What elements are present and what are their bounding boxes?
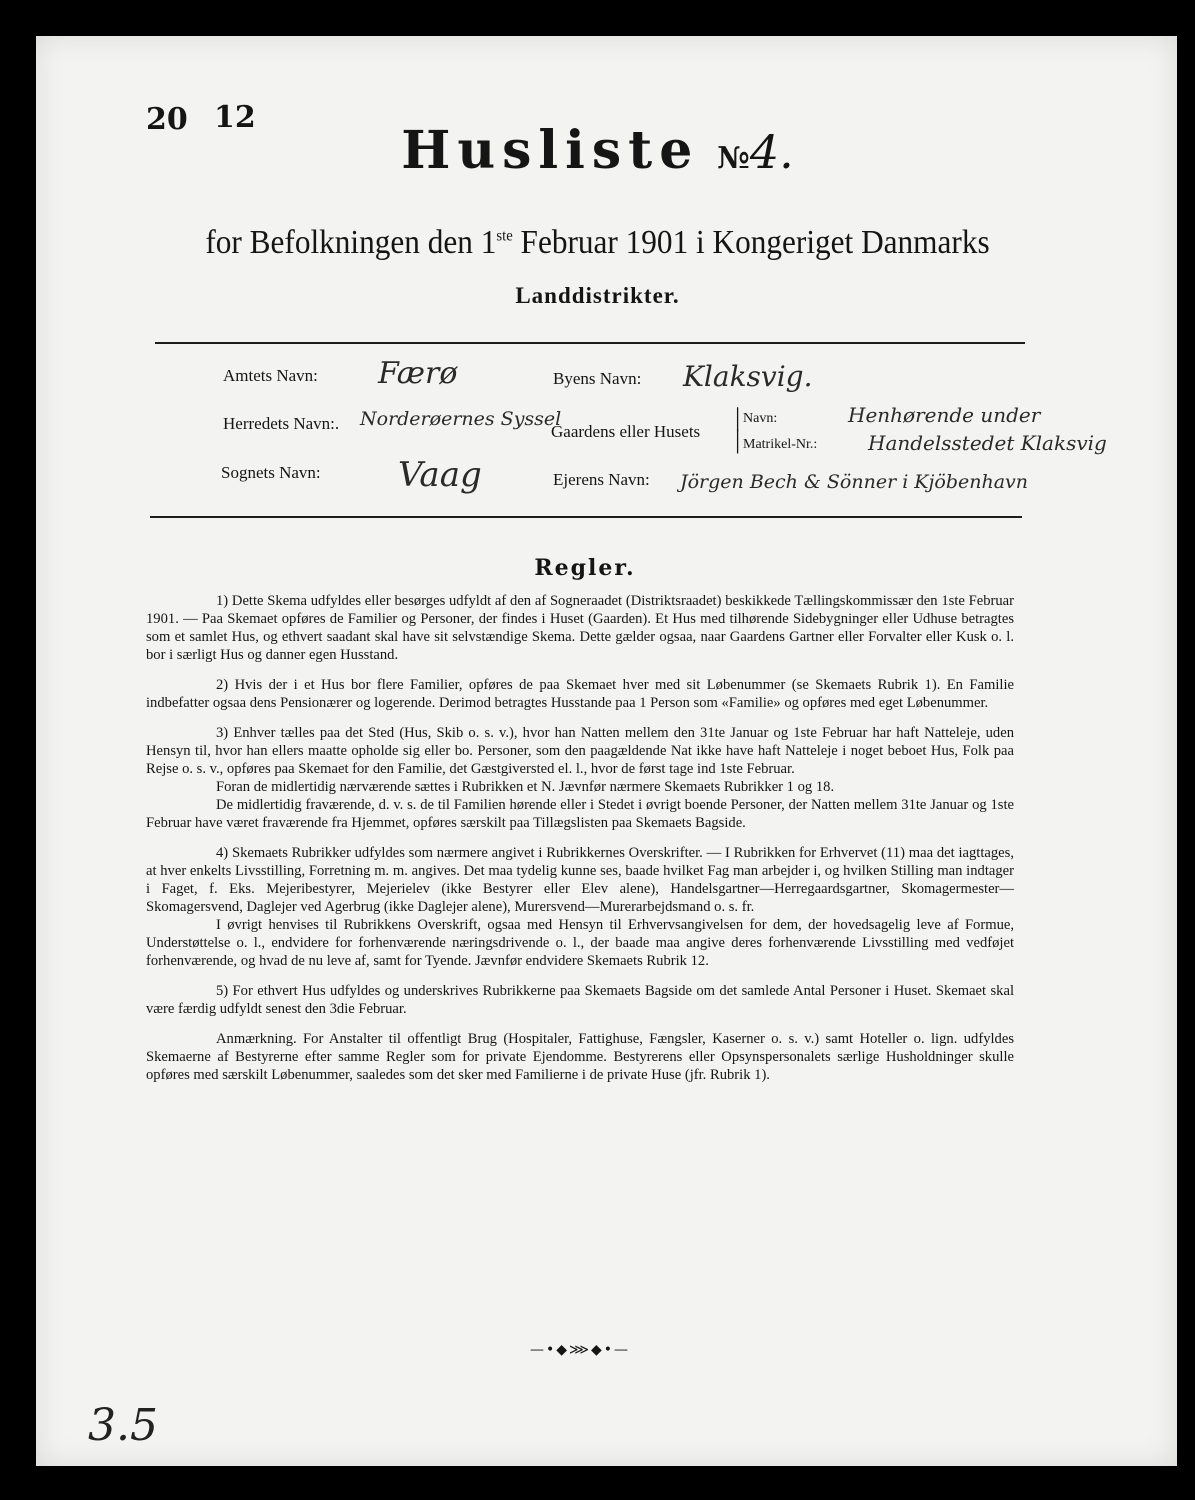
rule-paragraph-4b: I øvrigt henvises til Rubrikkens Overskrift, ogsaa med Hensyn til Erhvervsangivelsen for dem, der hovedsagelig leve af Formue, Understøttelse o. l., endvidere for forhenværende næringsdrivende o. l., der baade maa angive deres forhenværende Livsstilling med vedføjet forhenværende, og hvad de nu leve af, samt for Tyende. Jævnfør endvidere Skemaets Rubrik 12.: [146, 917, 1014, 969]
ornament: —•◆⋙◆•—: [530, 1342, 630, 1358]
rule-paragraph-4: 4) Skemaets Rubrikker udfyldes som nærmere angivet i Rubrikkernes Overskrifter. — I Rubrikken for Erhvervet (11) maa det iagttages, at hver enkelts Livsstilling, Forretning m. m. angives. Det maa tydelig kunne ses, baade hvilket Fag man arbejder i, og hvilken Stilling man indtager i Faget, f. Eks. Mejeribestyrer, Mejerielev (ikke Bestyrer eller Elev alene), Handelsgartner—Herregaardsgartner, Skomagermester—Skomagersvend, Daglejer ved Agerbrug (ikke Daglejer alene), Murersvend—Murerarbejdsmand o. s. fr.: [146, 845, 1014, 915]
subtitle-sup: ste: [496, 227, 513, 245]
ejerens-label: Ejerens Navn:: [553, 470, 650, 489]
subtitle: [48, 224, 1147, 262]
rule-paragraph-2: 2) Hvis der i et Hus bor flere Familier, opføres de paa Skemaet hver med sit Løbenummer (se Skemaets Rubrik 1). En Familie indbefatter ogsaa dens Pensionærer og logerende. Derimod betragtes Husstande paa 1 Person som «Familie» og opføres med eget Løbenummer.: [146, 677, 1014, 711]
bottom-rule: [150, 516, 1022, 518]
gaardens-label: Gaardens eller Husets: [551, 422, 701, 441]
rule-paragraph-3b: Foran de midlertidig nærværende sættes i Rubrikken et N. Jævnfør nærmere Skemaets Rubrikker 1 og 18.: [216, 779, 835, 795]
rule-paragraph-1: 1) Dette Skema udfyldes eller besørges udfyldt af den af Sogneraadet (Distriktsraadet) beskikkede Tællingskommissær den 1ste Februar 1901. — Paa Skemaet opføres de Familier og Personer, der findes i Huset (Gaarden). Et Hus med tilhørende Sidebygninger eller Udhuse betragtes som et samlet Hus, og ethvert saadant skal have sit selvstændige Skema. Dette gælder ogsaa, naar Gaardens Gartner eller Forvalter eller Kusk o. l. bor i særligt Hus og danner egen Husstand.: [146, 593, 1014, 663]
subtitle-part1: for Befolkningen den 1: [205, 224, 497, 261]
rule-anmaerkning: Anmærkning. For Anstalter til offentligt Brug (Hospitaler, Fattighuse, Fængsler, Kaserner o. s. v.) samt Hoteller o. lign. udfyldes Skemaerne af Bestyrerne efter samme Regler som for private Ejendomme. Bestyrerens eller Opsynspersonalets særlige Husholdninger skulle opføres med særskilt Løbenummer, saaledes som det sker med Familierne i de private Huse (jfr. Rubrik 1).: [146, 1031, 1014, 1083]
rule-paragraph-5: 5) For ethvert Hus udfyldes og underskrives Rubrikkerne paa Skemaets Bagside om det samlede Antal Personer i Huset. Skemaet skal være færdig udfyldt senest den 3die Februar.: [146, 983, 1014, 1017]
byens-value: Klaksvig.: [683, 360, 813, 393]
matrikel-label: Matrikel-Nr.:: [743, 437, 818, 452]
title-main: Husliste: [401, 120, 700, 181]
rule-paragraph-3c: De midlertidig fraværende, d. v. s. de til Familien hørende eller i Stedet i øvrigt boende Personer, der Natten mellem 31te Januar og 1ste Februar have været fraværende fra Hjemmet, opføres særskilt paa Tillægslisten paa Skemaets Bagside.: [146, 797, 1014, 831]
top-rule: [155, 342, 1025, 344]
subtitle-part2: Februar 1901 i Kongeriget Danmarks: [512, 224, 990, 261]
matrikel-value: Handelsstedet Klaksvig: [868, 431, 1107, 455]
subtitle-line2: Landdistrikter.: [515, 283, 680, 308]
page-title: [0, 120, 1195, 181]
rules-text: [146, 592, 1014, 1096]
regler-title: Regler.: [534, 555, 636, 581]
amtets-value: Færø: [378, 356, 458, 391]
rule-paragraph-3: 3) Enhver tælles paa det Sted (Hus, Skib o. s. v.), hvor han Natten mellem den 31te Januar og 1ste Februar har haft Natteleje, uden Hensyn til, hvor han ellers maatte opholde sig eller bo. Personer, som den paagældende Nat ikke have haft Natteleje i noget beboet Hus, Folk paa Rejse o. s. v., opføres paa Skemaet for den Familie, det Gæstgiversted el. l., hvor de først tage ind 1ste Februar.: [146, 725, 1014, 777]
brace: | |: [735, 403, 741, 454]
house-number: 4.: [749, 125, 794, 179]
navn-value: Henhørende under: [848, 403, 1041, 427]
sognets-label: Sognets Navn:: [221, 463, 321, 482]
number-label: №: [717, 141, 750, 176]
ejerens-value: Jörgen Bech & Sönner i Kjöbenhavn: [680, 471, 1029, 493]
amtets-label: Amtets Navn:: [223, 366, 318, 385]
herredets-label: Herredets Navn:.: [223, 414, 340, 433]
corner-number-left: 20: [146, 102, 188, 137]
herredets-value: Norderøernes Syssel: [360, 408, 562, 430]
sognets-value: Vaag: [398, 455, 482, 495]
corner-number-right: 12: [214, 100, 256, 135]
bottom-note: 3.5: [88, 1400, 158, 1451]
navn-label: Navn:: [743, 411, 778, 426]
byens-label: Byens Navn:: [553, 369, 642, 388]
